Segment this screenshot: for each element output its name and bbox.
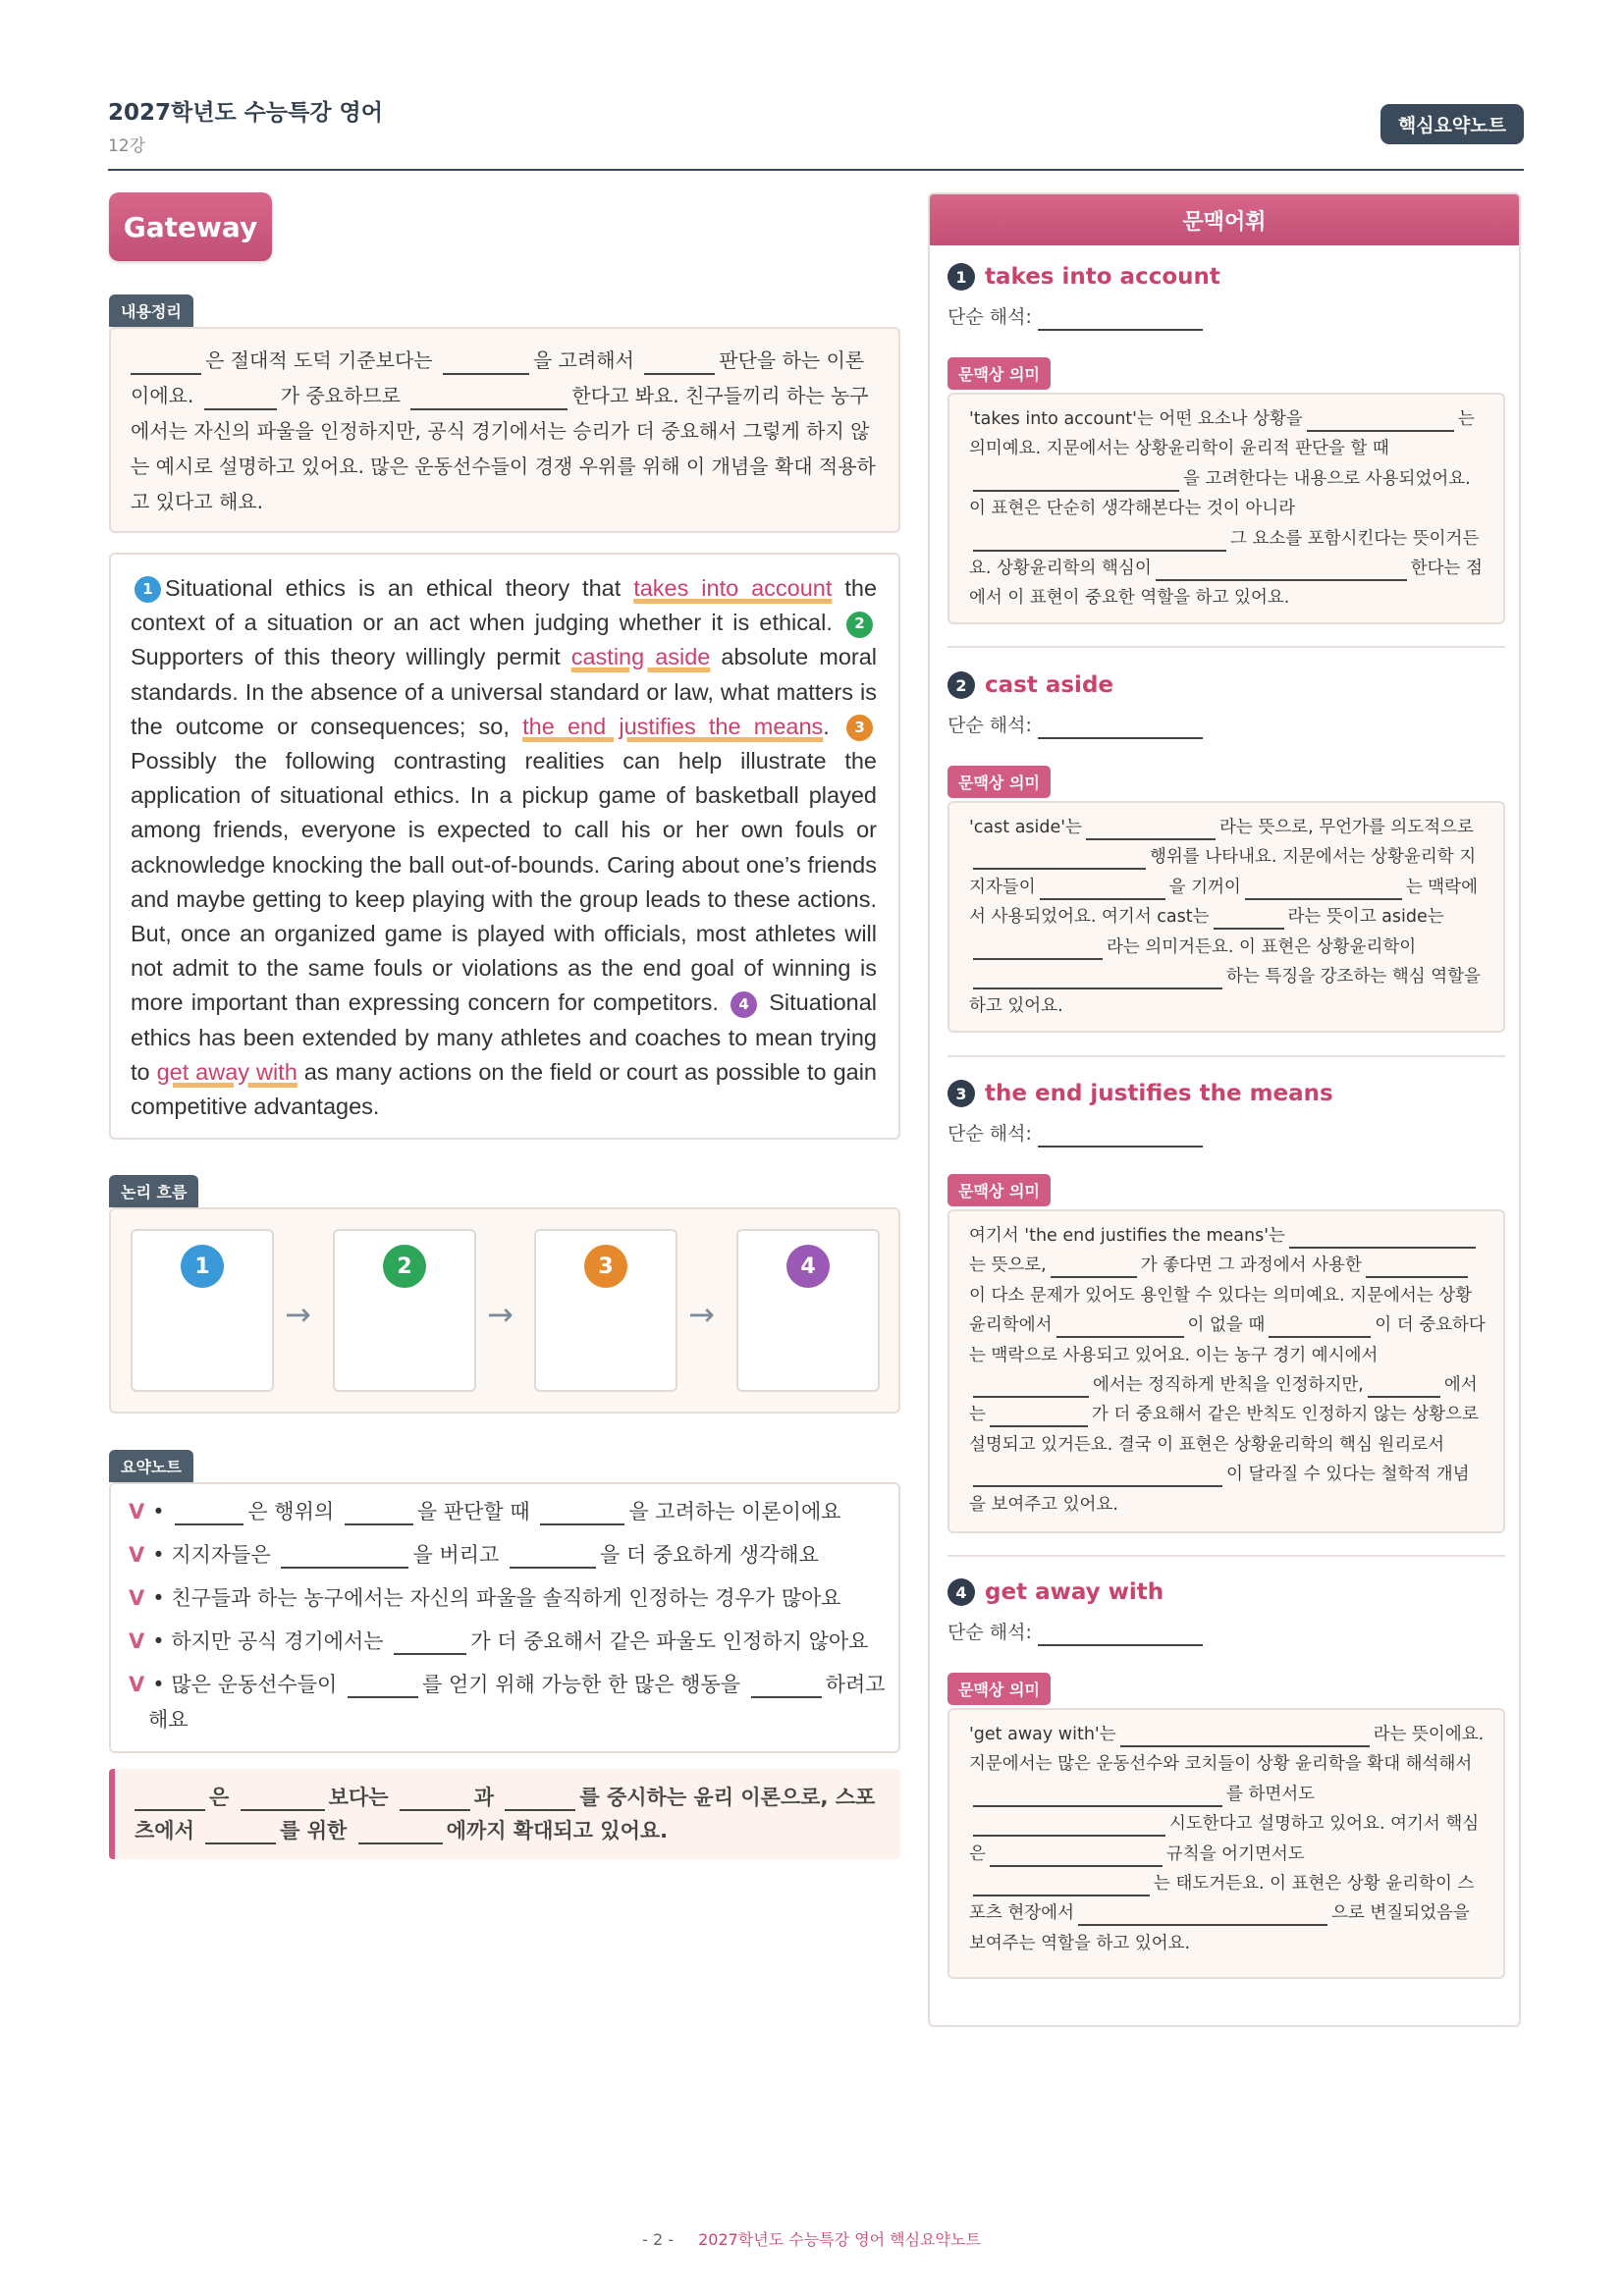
blank[interactable] <box>973 1782 1222 1807</box>
note-text: 을 판단할 때 <box>416 1500 530 1523</box>
context-box-2 <box>947 801 1505 1033</box>
ctx-text: 여기서 'the end justifies the means'는 <box>969 1226 1285 1246</box>
context-box-3 <box>947 1209 1505 1533</box>
ctx-text: 이 더 중요하다는 맥락으로 사용되고 있어요. 이는 농구 경기 예시에서 <box>969 1315 1486 1365</box>
blank[interactable] <box>973 934 1103 960</box>
blank[interactable] <box>1040 875 1165 900</box>
vocab-panel <box>928 192 1521 2027</box>
ctx-text: 는 뜻으로, <box>969 1255 1047 1276</box>
note-text: 을 더 중요하게 생각해요 <box>599 1543 819 1567</box>
context-tag: 문맥상 의미 <box>947 1673 1051 1705</box>
highlight-phrase-4: get away with <box>156 1058 298 1085</box>
interp-label: 단순 해석: <box>947 715 1032 736</box>
flow-card-2[interactable] <box>333 1229 476 1392</box>
flow-number: 4 <box>786 1245 830 1288</box>
summary-text: 판단을 하는 이론이에요. <box>131 348 865 407</box>
ctx-text: 'get away with'는 <box>969 1725 1116 1744</box>
vocab-number: 3 <box>947 1080 975 1107</box>
blank[interactable] <box>1038 305 1203 331</box>
blank[interactable] <box>973 526 1226 552</box>
ctx-text: 는 태도거든요. 이 표현은 상황 윤리학이 스포츠 현장에서 <box>969 1874 1475 1924</box>
ctx-text: 라는 뜻으로, 무언가를 의도적으로 <box>1219 818 1474 837</box>
blank[interactable] <box>973 964 1222 989</box>
blank[interactable] <box>973 466 1179 492</box>
flow-card-3[interactable] <box>534 1229 677 1392</box>
blank[interactable] <box>410 385 568 410</box>
blank[interactable] <box>131 349 201 375</box>
page-header <box>108 94 1524 171</box>
note-text: 을 버리고 <box>412 1543 500 1567</box>
ctx-text: 을 기꺼이 <box>1168 877 1241 897</box>
arrow-right-icon: → <box>688 1296 715 1333</box>
context-tag: 문맥상 의미 <box>947 1174 1051 1206</box>
blank[interactable] <box>443 349 529 375</box>
ctx-text: 을 고려한다는 내용으로 사용되었어요. 이 표현은 단순히 생각해본다는 것이 아니라 <box>969 468 1471 519</box>
blank[interactable] <box>1289 1223 1476 1249</box>
vocab-heading: 문맥어휘 <box>930 194 1519 245</box>
ctx-text: 이 다소 문제가 있어도 용인할 수 있다는 의미예요. 지문에서는 상황윤리학에서 <box>969 1285 1473 1336</box>
passage-span: the context of a situation or an act when judging whether it is ethical. <box>131 575 878 636</box>
ctx-text: 규칙을 어기면서도 <box>1165 1843 1305 1864</box>
context-box-1 <box>947 393 1505 624</box>
flow-tag: 논리 흐름 <box>109 1175 198 1207</box>
interp-label: 단순 해석: <box>947 306 1032 328</box>
ctx-text: 시도한다고 설명하고 있어요. 여기서 핵심은 <box>969 1814 1480 1864</box>
conclusion-text: 보다는 <box>328 1786 389 1809</box>
divider <box>947 1055 1505 1057</box>
conclusion-text: 과 <box>473 1786 495 1809</box>
flow-box <box>109 1207 900 1414</box>
blank[interactable] <box>1051 1253 1137 1278</box>
note-line <box>129 1580 841 1616</box>
ctx-text: 가 좋다면 그 과정에서 사용한 <box>1140 1255 1362 1276</box>
note-line <box>129 1494 841 1529</box>
vocab-number: 2 <box>947 671 975 699</box>
doc-title: 2027학년도 수능특강 영어 <box>108 100 383 126</box>
check-icon: V <box>129 1543 145 1567</box>
vocab-title-text: get away with <box>985 1579 1164 1605</box>
blank[interactable] <box>1078 1900 1327 1926</box>
blank[interactable] <box>1245 875 1402 900</box>
note-line <box>148 1702 189 1737</box>
ctx-text: 가 더 중요해서 같은 반칙도 인정하지 않는 상황으로 설명되고 있거든요. 결국 이 표현은 상황윤리학의 핵심 원리로서 <box>969 1405 1479 1455</box>
note-line <box>129 1667 886 1702</box>
ctx-text: 으로 변질되었음을 보여주는 역할을 하고 있어요. <box>969 1903 1470 1953</box>
ctx-text: 'takes into account'는 어떤 요소나 상황을 <box>969 409 1303 429</box>
ctx-text: 이 달라질 수 있다는 철학적 개념을 보여주고 있어요. <box>969 1465 1470 1515</box>
page-number: - 2 - <box>642 2230 674 2249</box>
conclusion-box <box>109 1769 900 1859</box>
ctx-text: 한다는 점에서 이 표현이 중요한 역할을 하고 있어요. <box>969 559 1483 609</box>
ctx-text: 라는 뜻이고 aside는 <box>1287 907 1444 928</box>
flow-card-1[interactable] <box>131 1229 274 1392</box>
vocab-interp-3 <box>947 1119 1207 1148</box>
blank[interactable] <box>1214 904 1284 930</box>
vocab-title-2 <box>947 671 1113 699</box>
context-box-4 <box>947 1708 1505 1979</box>
arrow-right-icon: → <box>285 1296 311 1333</box>
blank[interactable] <box>1156 556 1407 581</box>
summary-text: 을 고려해서 <box>532 348 634 372</box>
conclusion-text: 를 중시하는 윤리 이론으로, 스포츠에서 <box>135 1786 876 1842</box>
conclusion-text: 를 위한 <box>280 1819 348 1842</box>
note-text: • 친구들과 하는 농구에서는 자신의 파울을 솔직하게 인정하는 경우가 많아요 <box>152 1586 841 1610</box>
blank[interactable] <box>1120 1722 1370 1747</box>
summary-tag: 내용정리 <box>109 294 193 327</box>
summary-text: 가 중요하므로 <box>280 384 401 407</box>
flow-number: 1 <box>181 1245 224 1288</box>
blank[interactable] <box>204 385 277 410</box>
summary-box <box>109 327 900 533</box>
blank[interactable] <box>973 1372 1089 1398</box>
blank[interactable] <box>345 1500 413 1525</box>
context-tag: 문맥상 의미 <box>947 357 1051 390</box>
note-line <box>129 1537 819 1573</box>
interp-label: 단순 해석: <box>947 1622 1032 1643</box>
blank[interactable] <box>1038 1122 1203 1148</box>
highlight-phrase-2: casting aside <box>570 644 711 670</box>
gateway-label: Gateway <box>109 192 272 261</box>
note-box <box>109 1482 900 1753</box>
blank[interactable] <box>1269 1312 1371 1338</box>
note-tag: 요약노트 <box>109 1450 193 1482</box>
summary-text: 은 절대적 도덕 기준보다는 <box>205 348 433 372</box>
ctx-text: 는 의미예요. 지문에서는 상황윤리학이 윤리적 판단을 할 때 <box>969 409 1475 459</box>
note-text: 해요 <box>148 1708 189 1732</box>
conclusion-text: 은 <box>209 1786 230 1809</box>
ctx-text: 'cast aside'는 <box>969 818 1082 837</box>
blank[interactable] <box>505 1786 575 1811</box>
page-footer <box>0 2227 1623 2250</box>
ctx-text: 라는 뜻이에요. 지문에서는 많은 운동선수와 코치들이 상황 윤리학을 확대 해석해서 <box>969 1725 1485 1775</box>
note-line <box>129 1624 868 1659</box>
blank[interactable] <box>990 1842 1163 1867</box>
vocab-interp-1 <box>947 302 1207 331</box>
blank[interactable] <box>400 1786 470 1811</box>
blank[interactable] <box>1038 1621 1203 1646</box>
blank[interactable] <box>358 1819 443 1844</box>
flow-number: 2 <box>383 1245 426 1288</box>
blank[interactable] <box>510 1543 596 1569</box>
vocab-title-3 <box>947 1080 1333 1107</box>
passage-span: Supporters of this theory willingly permit <box>131 644 561 670</box>
passage-text <box>111 555 898 1124</box>
ctx-text: 라는 의미거든요. 이 표현은 상황윤리학이 <box>1107 936 1417 957</box>
blank[interactable] <box>973 1462 1222 1487</box>
blank[interactable] <box>1368 1372 1440 1398</box>
blank[interactable] <box>973 1811 1165 1837</box>
blank[interactable] <box>175 1500 243 1525</box>
note-text: 하려고 <box>825 1673 886 1696</box>
blank[interactable] <box>241 1786 325 1811</box>
note-text: 을 고려하는 이론이에요 <box>628 1500 841 1523</box>
passage-span: . <box>823 713 830 739</box>
passage-span: Situational ethics is an ethical theory that <box>165 575 622 601</box>
ctx-text: 하는 특징을 강조하는 핵심 역할을 하고 있어요. <box>969 967 1481 1017</box>
flow-number: 3 <box>584 1245 627 1288</box>
blank[interactable] <box>990 1402 1088 1427</box>
vocab-title-4 <box>947 1578 1163 1606</box>
blank[interactable] <box>644 349 715 375</box>
blank[interactable] <box>973 1871 1150 1896</box>
vocab-title-1 <box>947 263 1220 291</box>
note-text: 가 더 중요해서 같은 파울도 인정하지 않아요 <box>470 1629 869 1653</box>
note-text: • 지지자들은 <box>152 1543 271 1567</box>
sentence-marker-1: 1 <box>135 576 161 603</box>
blank[interactable] <box>1038 714 1203 739</box>
blank[interactable] <box>540 1500 624 1525</box>
arrow-right-icon: → <box>487 1296 514 1333</box>
note-text: • <box>152 1500 165 1523</box>
note-text: • 많은 운동선수들이 <box>152 1673 338 1696</box>
passage-span: Situational ethics has been extended by many athletes and coaches to mean trying to <box>131 989 877 1085</box>
vocab-title-text: cast aside <box>985 672 1114 698</box>
blank[interactable] <box>1366 1253 1468 1278</box>
check-icon: V <box>129 1673 145 1696</box>
blank[interactable] <box>394 1629 466 1655</box>
vocab-title-text: takes into account <box>985 264 1220 290</box>
ctx-text: 에서는 <box>969 1375 1478 1425</box>
vocab-title-text: the end justifies the means <box>985 1081 1333 1106</box>
note-badge: 핵심요약노트 <box>1380 104 1524 144</box>
blank[interactable] <box>751 1673 822 1698</box>
note-text: • 하지만 공식 경기에서는 <box>152 1629 384 1653</box>
blank[interactable] <box>973 844 1146 870</box>
ctx-text: 행위를 나타내요. 지문에서는 상황윤리학 지지자들이 <box>969 847 1477 897</box>
blank[interactable] <box>348 1673 418 1698</box>
blank[interactable] <box>1307 406 1454 432</box>
blank[interactable] <box>205 1819 276 1844</box>
note-text: 은 행위의 <box>247 1500 335 1523</box>
blank[interactable] <box>1086 815 1216 840</box>
ctx-text: 는 맥락에서 사용되었어요. 여기서 cast는 <box>969 877 1478 928</box>
context-tag: 문맥상 의미 <box>947 766 1051 798</box>
ctx-text: 그 요소를 포함시킨다는 뜻이거든요. 상황윤리학의 핵심이 <box>969 528 1480 579</box>
check-icon: V <box>129 1500 145 1523</box>
ctx-text: 이 없을 때 <box>1187 1315 1266 1336</box>
sentence-marker-2: 2 <box>846 612 873 638</box>
vocab-interp-4 <box>947 1618 1207 1646</box>
interp-label: 단순 해석: <box>947 1123 1032 1145</box>
vocab-number: 1 <box>947 263 975 291</box>
lesson-label: 12강 <box>108 136 146 156</box>
conclusion-text: 에까지 확대되고 있어요. <box>446 1819 669 1842</box>
passage-box <box>109 553 900 1140</box>
divider <box>947 1555 1505 1557</box>
highlight-phrase-1: takes into account <box>633 575 833 601</box>
passage-span: as many actions on the field or court as possible to gain competitive advantages. <box>131 1058 878 1120</box>
flow-card-4[interactable] <box>736 1229 880 1392</box>
summary-text: 한다고 봐요. 친구들끼리 하는 농구에서는 자신의 파울을 인정하지만, 공식 경기에서는 승리가 더 중요해서 그렇게 하지 않는 예시로 설명하고 있어요. 많은 운동선수들이 경쟁 우위를 위해 이 개념을 확대 적용하고 있다고 해요. <box>131 384 876 513</box>
sentence-marker-3: 3 <box>846 715 873 741</box>
passage-span: absolute moral standards. In the absence of a universal standard or law, what matters is the outcome or consequences; so, <box>131 644 878 739</box>
vocab-interp-2 <box>947 711 1207 739</box>
footer-title: 2027학년도 수능특강 영어 핵심요약노트 <box>698 2230 981 2249</box>
blank[interactable] <box>135 1786 205 1811</box>
divider <box>947 646 1505 648</box>
sentence-marker-4: 4 <box>730 991 757 1018</box>
check-icon: V <box>129 1586 145 1610</box>
blank[interactable] <box>281 1543 408 1569</box>
passage-span: Possibly the following contrasting realities can help illustrate the application of situational ethics. In a pickup game of basketball played among friends, everyone is expected to call his or her own fouls or acknowledge knocking the ball out-of-bounds. Caring about one’s friends and maybe getting to keep playing with the group leads to these actions. But, once an organized game is played with officials, most athletes will not admit to the same fouls or violations as the end goal of winning is more important than expressing concern for competitors. <box>131 748 877 1016</box>
note-text: 를 얻기 위해 가능한 한 많은 행동을 <box>421 1673 741 1696</box>
highlight-phrase-3: the end justifies the means <box>522 713 824 739</box>
blank[interactable] <box>1056 1312 1184 1338</box>
ctx-text: 에서는 정직하게 반칙을 인정하지만, <box>1093 1375 1364 1396</box>
ctx-text: 를 하면서도 <box>1226 1784 1316 1804</box>
check-icon: V <box>129 1629 145 1653</box>
vocab-number: 4 <box>947 1578 975 1606</box>
